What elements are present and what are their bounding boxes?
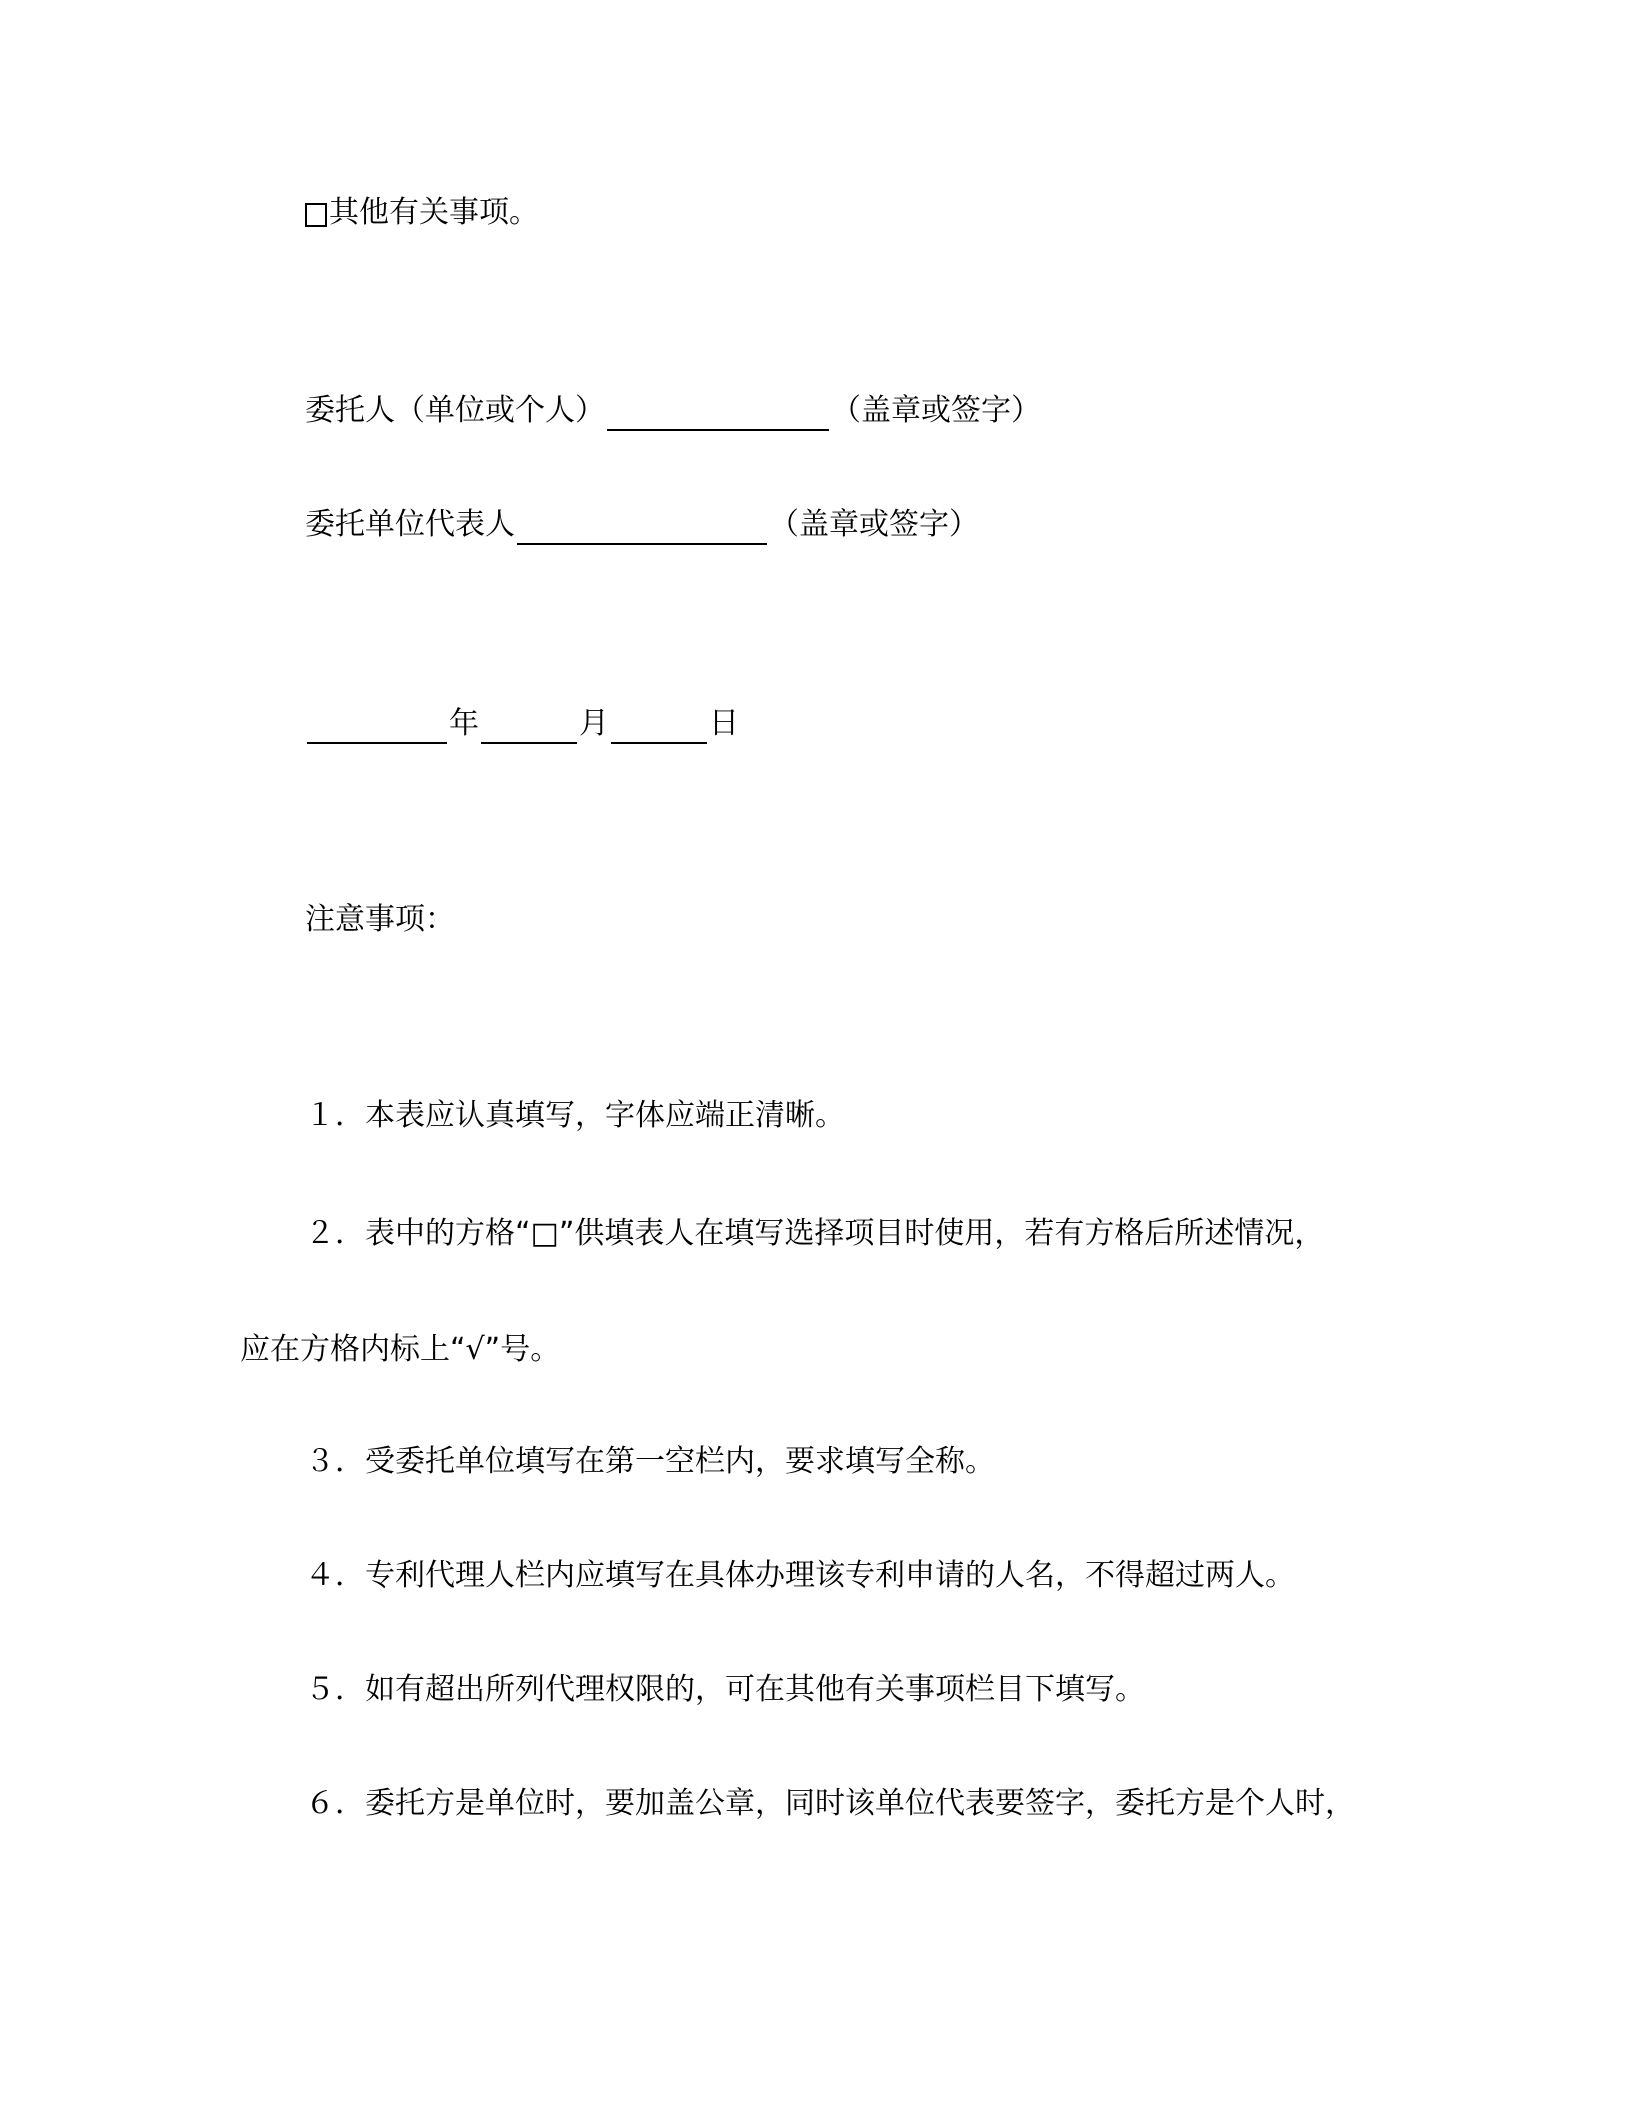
note-item-2: ２．表中的方格“□”供填表人在填写选择项目时使用，若有方格后所述情况， [305,1216,1325,1251]
month-blank[interactable] [481,712,577,744]
note-item-1: １．本表应认真填写，字体应端正清晰。 [305,1098,845,1133]
day-label: 日 [709,706,739,741]
month-label: 月 [579,706,609,741]
year-label: 年 [449,706,479,741]
note-item-2-continued: 应在方格内标上“√”号。 [240,1332,561,1367]
representative-signature-blank[interactable] [517,513,767,545]
notes-heading: 注意事项： [305,902,455,937]
other-matters-label: 其他有关事项。 [329,195,539,230]
principal-suffix: （盖章或签字） [831,393,1041,428]
representative-suffix: （盖章或签字） [769,507,979,542]
note-item-5: ５．如有超出所列代理权限的，可在其他有关事项栏目下填写。 [305,1672,1145,1707]
note-item-4: ４．专利代理人栏内应填写在具体办理该专利申请的人名，不得超过两人。 [305,1558,1295,1593]
representative-label: 委托单位代表人 [305,507,515,542]
other-matters-row [305,193,539,233]
other-matters-checkbox[interactable] [305,203,327,227]
note-item-6: ６．委托方是单位时，要加盖公章，同时该单位代表要签字，委托方是个人时， [305,1786,1355,1821]
day-blank[interactable] [611,712,707,744]
year-blank[interactable] [307,712,447,744]
principal-signature-row [305,391,1041,431]
date-row [305,704,739,744]
principal-signature-blank[interactable] [607,399,829,431]
representative-signature-row [305,505,979,545]
note-item-3: ３．受委托单位填写在第一空栏内，要求填写全称。 [305,1444,995,1479]
principal-label: 委托人（单位或个人） [305,393,605,428]
